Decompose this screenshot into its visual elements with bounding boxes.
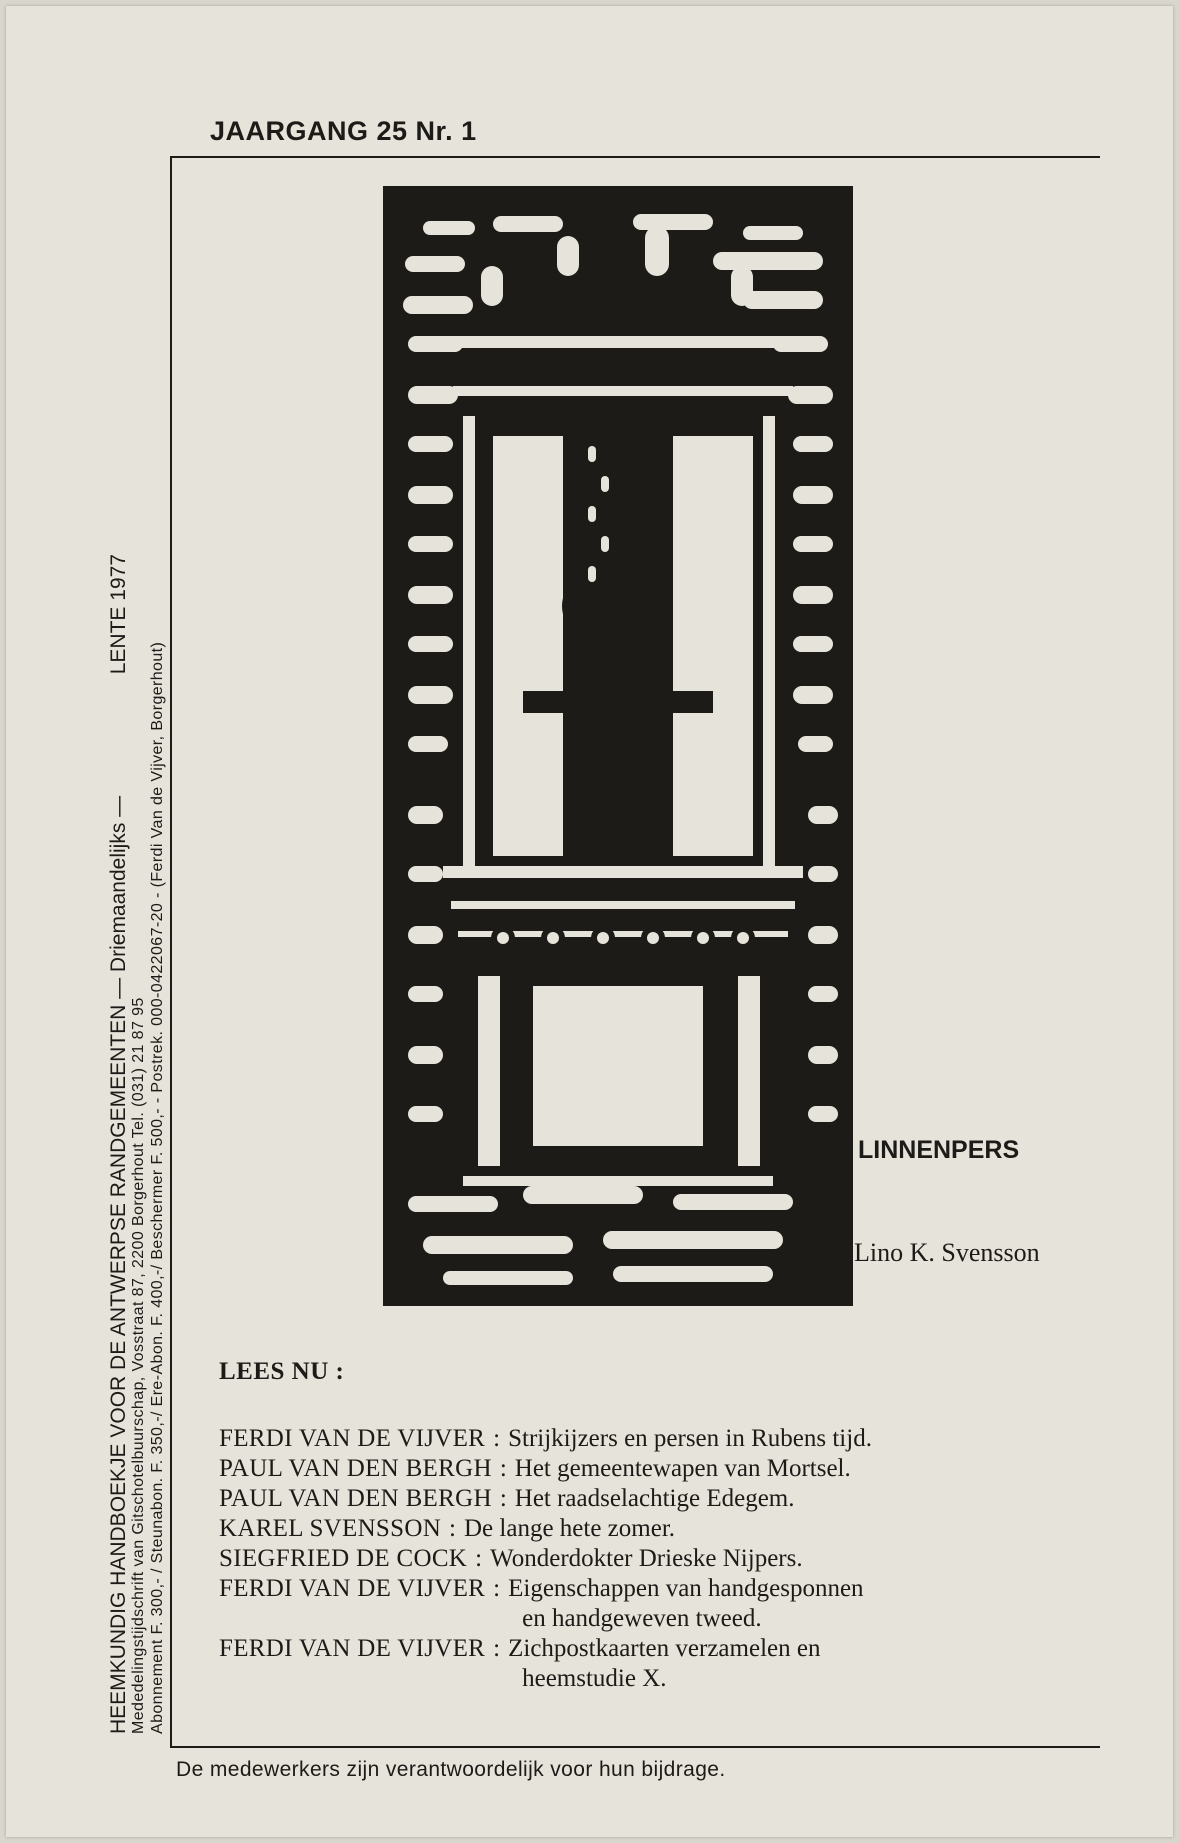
toc-title-line: Eigenschappen van handgesponnen [508,1575,864,1602]
linocut-linen-press-illustration [383,186,853,1306]
toc-title-line: Zichpostkaarten verzamelen en [508,1635,821,1662]
toc-title-line: en handgeweven tweed. [522,1605,762,1632]
sidebar-line-subscription: Abonnement F. 300,- / Steunabon. F. 350,-/ Ere-Abon. F. 400,-/ Beschermer F. 500,- - Postrek. 000-0422067-20 - (Ferdi Van de Vijver, Borgerhout) [148,641,166,1734]
artwork-title: LINNENPERS [858,1136,1020,1164]
toc-title [508,1574,863,1634]
toc-item [219,1544,1099,1574]
artwork-artist: Lino K. Svensson [854,1238,1040,1267]
contents-heading: LEES NU : [219,1358,345,1385]
toc-separator: : [499,1485,507,1512]
toc-item [219,1484,1099,1514]
sidebar-line-title [108,554,129,1734]
toc-separator: : [493,1635,501,1662]
toc-author: FERDI VAN DE VIJVER [219,1575,486,1602]
toc-title-line: Het gemeentewapen van Mortsel. [514,1455,851,1482]
booklet-cover [6,6,1173,1837]
toc-item [219,1454,1099,1484]
toc-title-line: heemstudie X. [522,1665,667,1692]
table-of-contents [219,1424,1099,1694]
toc-item [219,1424,1099,1454]
toc-separator: : [449,1515,456,1542]
toc-separator: : [499,1455,507,1482]
toc-author: PAUL VAN DEN BERGH [219,1455,492,1482]
toc-author: KAREL SVENSSON [219,1515,442,1542]
publisher-sidebar [108,154,166,1734]
toc-title [515,1484,795,1514]
toc-item [219,1514,1099,1544]
toc-title [464,1514,675,1544]
toc-author: SIEGFRIED DE COCK [219,1545,468,1572]
toc-title-line: Het raadselachtige Edegem. [514,1485,795,1512]
toc-title [515,1454,851,1484]
toc-title-line: Wonderdokter Drieske Nijpers. [490,1545,803,1572]
footer-rule [170,1746,1100,1748]
footer-disclaimer: De medewerkers zijn verantwoordelijk voor hun bijdrage. [176,1758,726,1781]
toc-item [219,1634,1099,1694]
toc-item [219,1574,1099,1634]
toc-title-line: Strijkijzers en persen in Rubens tijd. [508,1425,872,1452]
sidebar-line-address: Mededelingstijdschrift van Gitschotelbuurschap, Vosstraat 87, 2200 Borgerhout Tel. (031) 21 87 95 [130,997,148,1734]
toc-title [508,1424,872,1454]
toc-title-line: De lange hete zomer. [464,1515,676,1542]
header-rule [170,156,1100,158]
toc-separator: : [493,1575,501,1602]
toc-title [508,1634,820,1694]
sidebar-rule [170,156,172,1746]
issue-number: JAARGANG 25 Nr. 1 [210,116,477,146]
toc-author: FERDI VAN DE VIJVER [219,1635,486,1662]
season-year: LENTE 1977 [107,554,130,675]
toc-separator: : [475,1545,483,1572]
toc-separator: : [493,1425,501,1452]
toc-title [490,1544,802,1574]
publication-name: HEEMKUNDIG HANDBOEKJE VOOR DE ANTWERPSE RANDGEMEENTEN — Driemaandelijks — [107,795,130,1734]
toc-author: FERDI VAN DE VIJVER [219,1425,486,1452]
toc-author: PAUL VAN DEN BERGH [219,1485,492,1512]
